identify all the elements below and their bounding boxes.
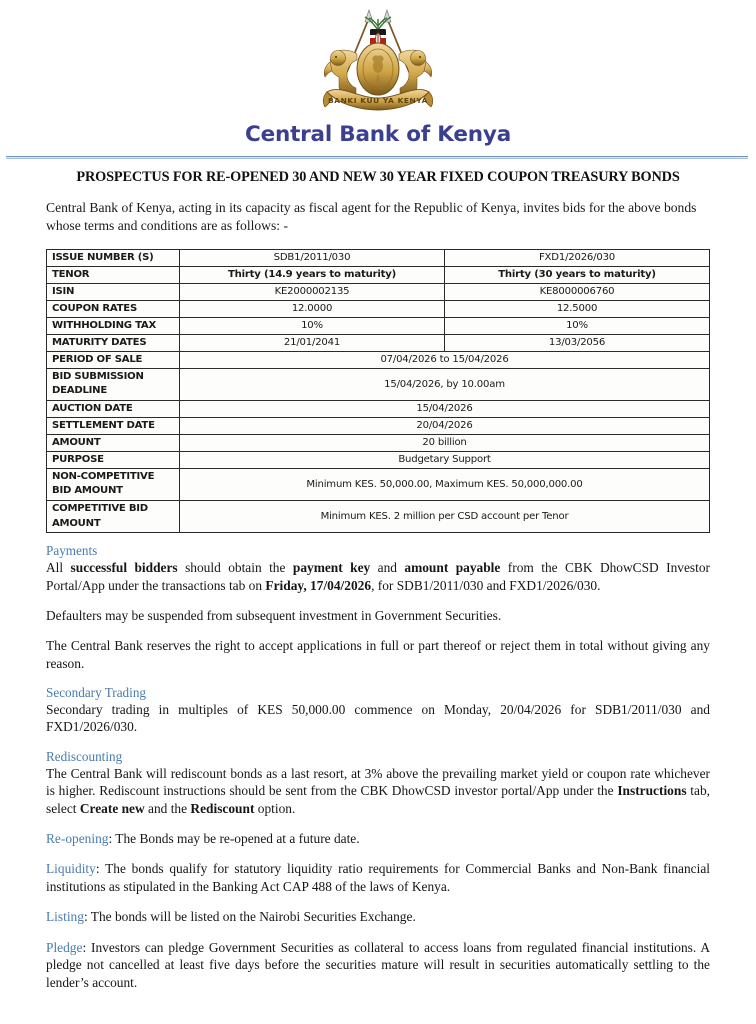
payments-paragraph-1: All successful bidders should obtain the payment key and amount payable from the CBK DhowCSD Investor Portal/App under the transactions tab on Friday, 17/04/2026, for SDB1/2011/030 and FXD1/2026/030. <box>46 560 711 593</box>
terms-table-container <box>46 249 710 534</box>
table-row <box>47 351 710 368</box>
terms-row-value: 12.5000 <box>445 300 710 317</box>
terms-row-label: COMPETITIVE BID AMOUNT <box>47 501 180 533</box>
reopening-label: Re-opening <box>46 831 109 847</box>
page-title: PROSPECTUS FOR RE-OPENED 30 AND NEW 30 YEAR FIXED COUPON TREASURY BONDS <box>76 168 680 185</box>
table-row <box>47 249 710 266</box>
terms-row-label: TENOR <box>47 266 180 283</box>
bond-terms-table <box>46 249 710 534</box>
terms-row-label: AMOUNT <box>47 434 180 451</box>
terms-row-value: 15/04/2026, by 10.00am <box>180 368 710 400</box>
table-row <box>47 451 710 468</box>
table-row <box>47 266 710 283</box>
terms-row-value: 10% <box>445 317 710 334</box>
section-heading-secondary-trading: Secondary Trading <box>46 685 147 701</box>
section-heading-payments: Payments <box>46 543 98 559</box>
terms-row-label: ISSUE NUMBER (S) <box>47 249 180 266</box>
terms-row-value: KE8000006760 <box>445 283 710 300</box>
table-row <box>47 334 710 351</box>
table-row <box>47 400 710 417</box>
intro-paragraph: Central Bank of Kenya, acting in its capacity as fiscal agent for the Republic of Kenya, invites bids for the above bonds whose terms and conditions are as follows: - <box>46 199 697 233</box>
terms-row-value: SDB1/2011/030 <box>180 249 445 266</box>
table-row <box>47 468 710 500</box>
liquidity-label: Liquidity <box>46 861 96 877</box>
terms-row-label: SETTLEMENT DATE <box>47 417 180 434</box>
terms-row-label: NON-COMPETITIVE BID AMOUNT <box>47 468 180 500</box>
table-row <box>47 317 710 334</box>
secondary-trading-paragraph: Secondary trading in multiples of KES 50,000.00 commence on Monday, 20/04/2026 for SDB1/2011/030 and FXD1/2026/030. <box>46 702 710 735</box>
terms-row-value: 12.0000 <box>180 300 445 317</box>
terms-row-value: Minimum KES. 50,000.00, Maximum KES. 50,000,000.00 <box>180 468 710 500</box>
listing-label: Listing <box>46 909 84 925</box>
terms-row-label: WITHHOLDING TAX <box>47 317 180 334</box>
section-heading-rediscounting: Rediscounting <box>46 748 123 764</box>
terms-row-value: Minimum KES. 2 million per CSD account per Tenor <box>180 501 710 533</box>
terms-row-label: BID SUBMISSION DEADLINE <box>47 368 180 400</box>
svg-text:BANKI KUU YA KENYA: BANKI KUU YA KENYA <box>328 96 428 105</box>
terms-row-value: 07/04/2026 to 15/04/2026 <box>180 351 710 368</box>
table-row <box>47 300 710 317</box>
pledge-label: Pledge <box>46 939 83 955</box>
liquidity-paragraph: Liquidity: The bonds qualify for statutory liquidity ratio requirements for Commercial Banks and Non-Bank financial institutions as stipulated in the Banking Act CAP 488 of the laws of Kenya. <box>46 861 710 894</box>
table-row <box>47 434 710 451</box>
terms-row-value: KE2000002135 <box>180 283 445 300</box>
table-row <box>47 417 710 434</box>
reopening-paragraph: Re-opening: The Bonds may be re-opened at a future date. <box>46 831 360 847</box>
document-sections <box>46 543 710 991</box>
cbk-wordmark: Central Bank of Kenya <box>245 122 511 147</box>
terms-row-value: 15/04/2026 <box>180 400 710 417</box>
kenya-coat-of-arms-icon <box>303 6 453 122</box>
terms-row-label: PERIOD OF SALE <box>47 351 180 368</box>
document-header <box>0 0 756 147</box>
terms-row-value: 20 billion <box>180 434 710 451</box>
rediscounting-paragraph: The Central Bank will rediscount bonds as a last resort, at 3% above the prevailing market yield or coupon rate whichever is higher. Rediscount instructions should be sent from the CBK DhowCSD investor portal/App under the Instructions tab, select Create new and the Rediscount option. <box>46 765 710 816</box>
terms-row-value: FXD1/2026/030 <box>445 249 710 266</box>
terms-row-label: AUCTION DATE <box>47 400 180 417</box>
terms-row-value: 13/03/2056 <box>445 334 710 351</box>
terms-row-label: PURPOSE <box>47 451 180 468</box>
pledge-paragraph: Pledge: Investors can pledge Government Securities as collateral to access loans from regulated financial institutions. A pledge not cancelled at least five days before the securities mature will result in securities automatically settling to the lender’s account. <box>46 939 710 990</box>
terms-row-label: ISIN <box>47 283 180 300</box>
table-row <box>47 368 710 400</box>
table-row <box>47 283 710 300</box>
terms-row-label: MATURITY DATES <box>47 334 180 351</box>
terms-row-value: Thirty (14.9 years to maturity) <box>180 266 445 283</box>
payments-paragraph-3: The Central Bank reserves the right to accept applications in full or part thereof or reject them in total without giving any reason. <box>46 638 710 671</box>
terms-row-label: COUPON RATES <box>47 300 180 317</box>
terms-table-body <box>47 249 710 533</box>
table-row <box>47 501 710 533</box>
terms-row-value: Thirty (30 years to maturity) <box>445 266 710 283</box>
terms-row-value: 10% <box>180 317 445 334</box>
payments-paragraph-2: Defaulters may be suspended from subsequent investment in Government Securities. <box>46 607 502 623</box>
terms-row-value: Budgetary Support <box>180 451 710 468</box>
terms-row-value: 20/04/2026 <box>180 417 710 434</box>
terms-row-value: 21/01/2041 <box>180 334 445 351</box>
listing-paragraph: Listing: The bonds will be listed on the Nairobi Securities Exchange. <box>46 909 416 925</box>
header-divider-rule <box>6 156 748 159</box>
